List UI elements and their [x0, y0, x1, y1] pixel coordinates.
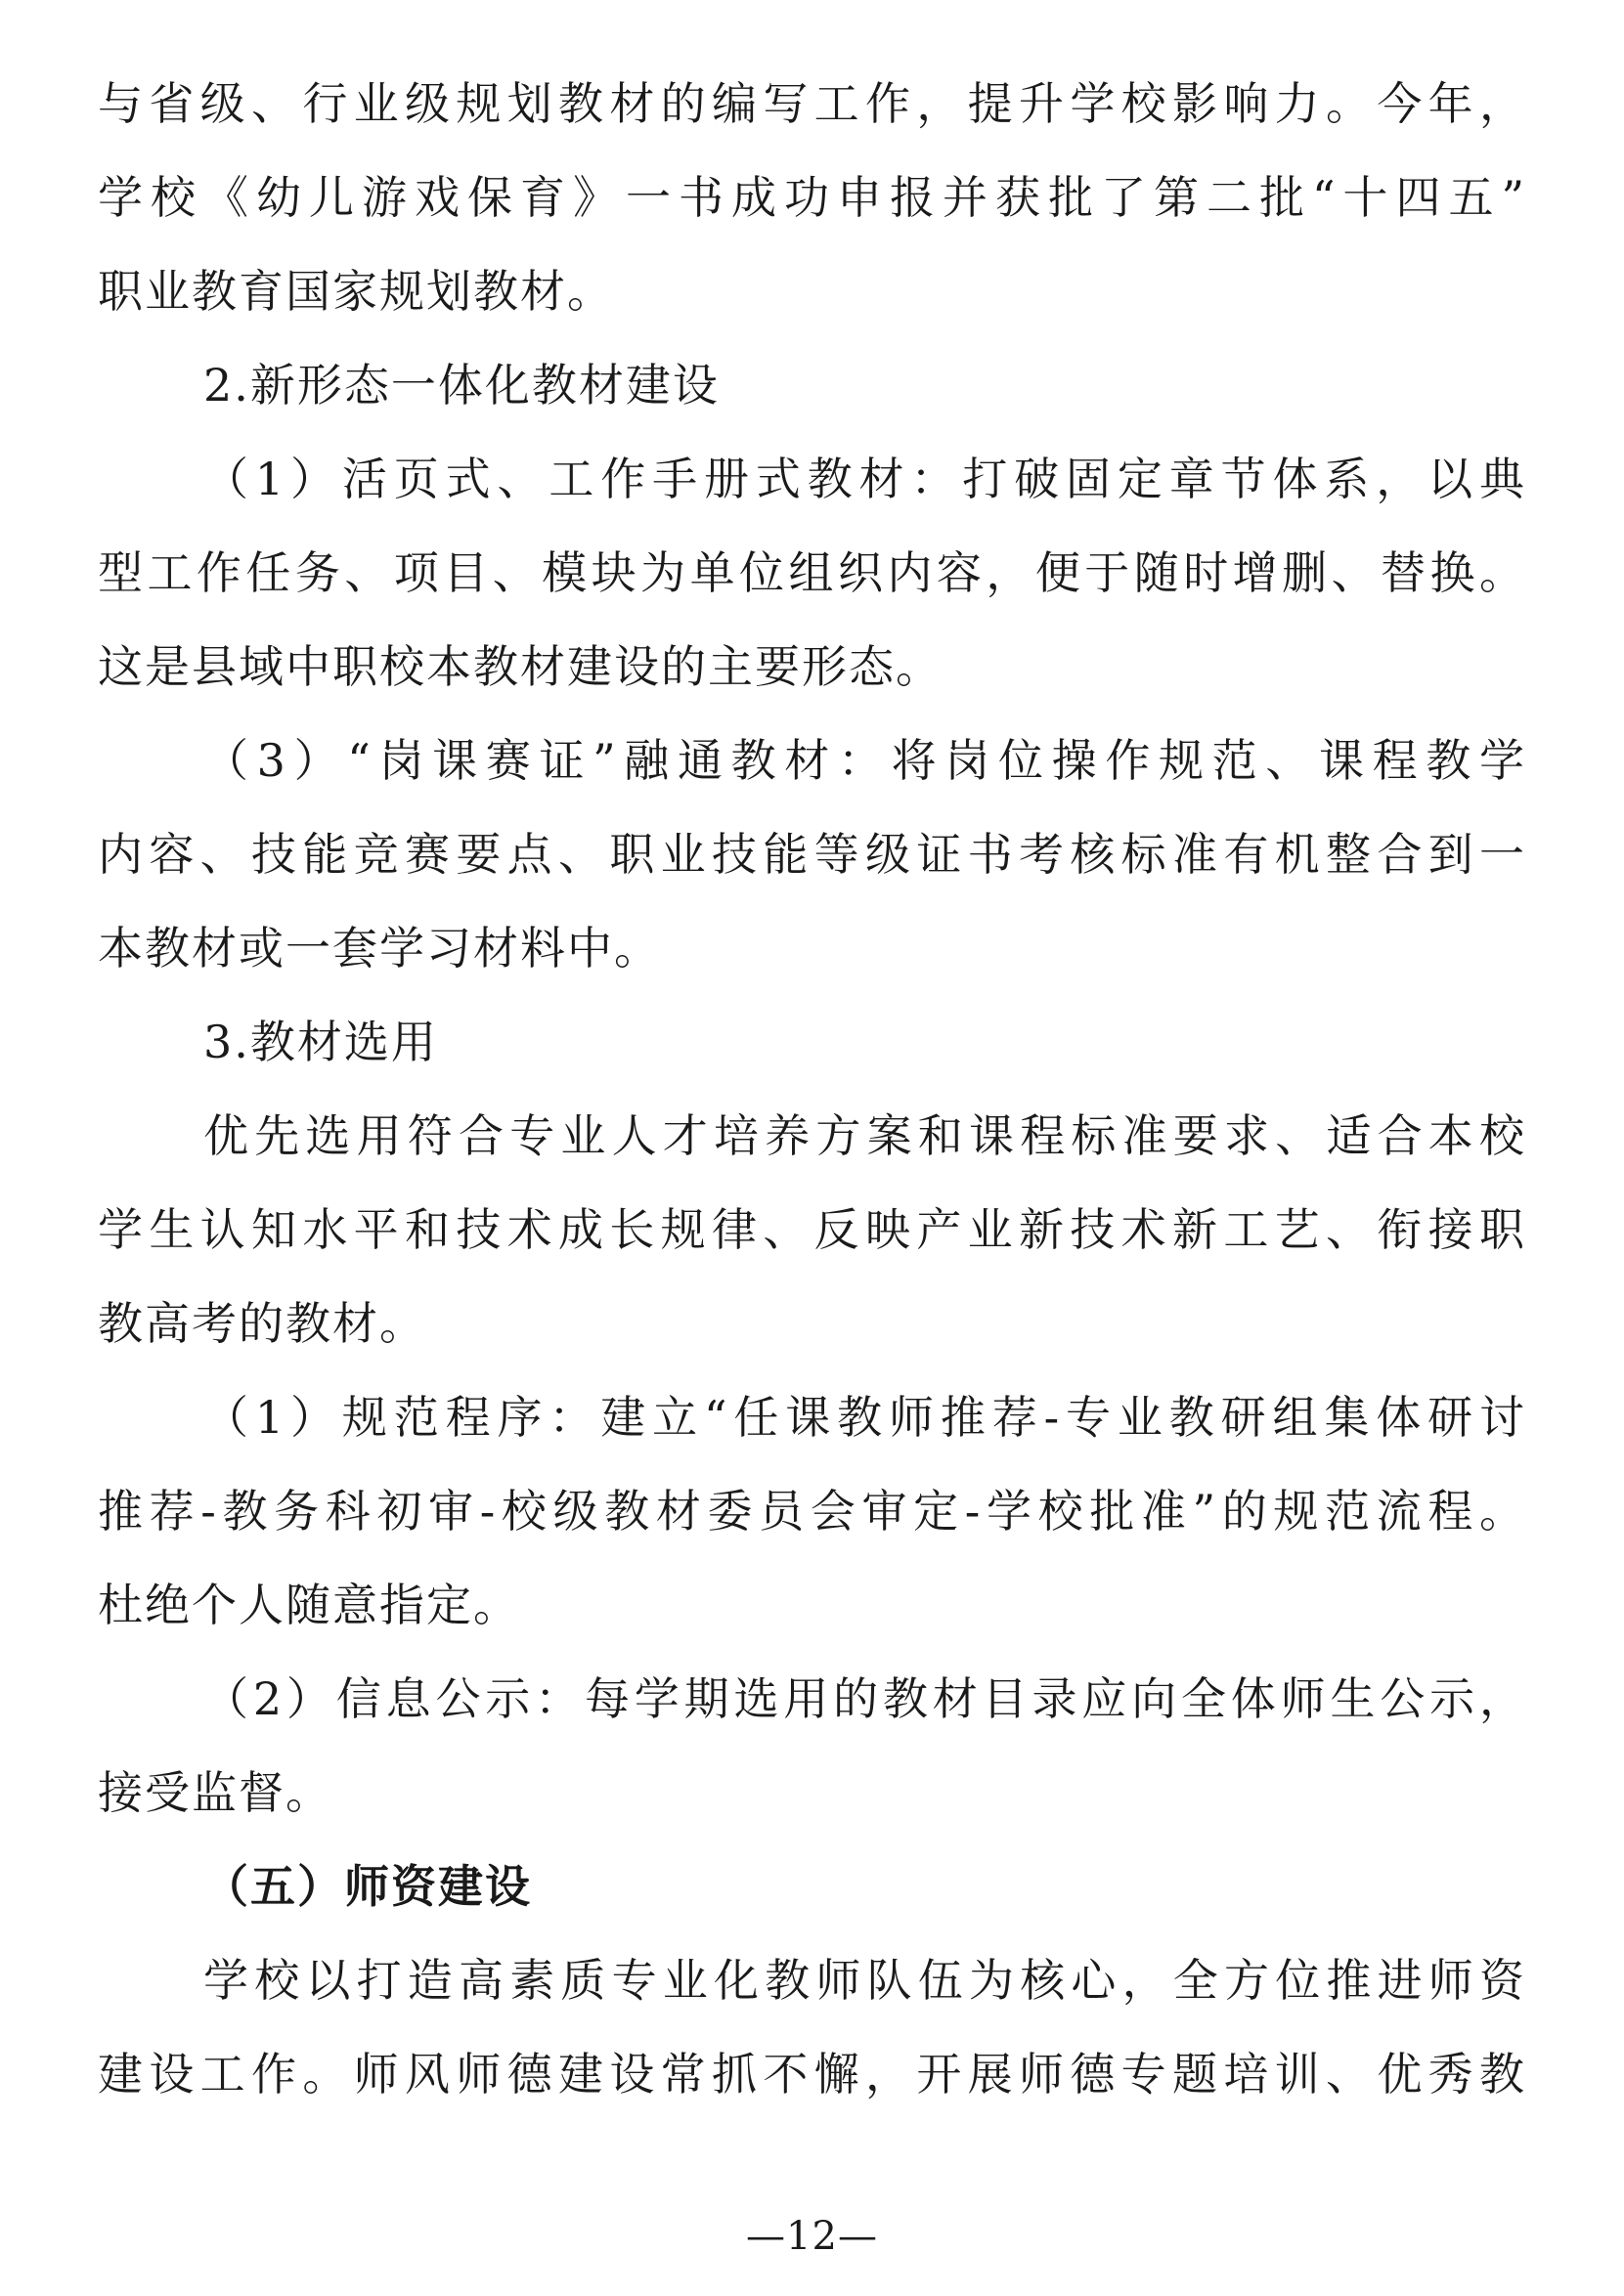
paragraph-line: 职业教育国家规划教材。: [98, 265, 614, 318]
paragraph-line: 接受监督。: [98, 1766, 332, 1819]
paragraph-line: 与省级、行业级规划教材的编写工作，提升学校影响力。今年，: [98, 77, 1526, 130]
paragraph-line: 型工作任务、项目、模块为单位组织内容，便于随时增删、替换。: [98, 546, 1526, 599]
paragraph-line: （2）信息公示：每学期选用的教材目录应向全体师生公示，: [203, 1672, 1526, 1725]
paragraph-line: （1）活页式、工作手册式教材：打破固定章节体系，以典: [203, 453, 1526, 505]
paragraph-line: 学生认知水平和技术成长规律、反映产业新技术新工艺、衔接职: [98, 1203, 1526, 1256]
page-number: —12—: [746, 2214, 878, 2259]
paragraph-line: 优先选用符合专业人才培养方案和课程标准要求、适合本校: [203, 1109, 1526, 1162]
paragraph-line: （3）“岗课赛证”融通教材：将岗位操作规范、课程教学: [203, 734, 1526, 787]
paragraph-line: 教高考的教材。: [98, 1297, 426, 1350]
paragraph-line: 学校以打造高素质专业化教师队伍为核心，全方位推进师资: [203, 1954, 1526, 2007]
paragraph-line: 学校《幼儿游戏保育》一书成功申报并获批了第二批“十四五”: [98, 171, 1526, 224]
paragraph-line: 本教材或一套学习材料中。: [98, 922, 661, 975]
paragraph-line: （1）规范程序：建立“任课教师推荐-专业教研组集体研讨: [203, 1391, 1526, 1444]
document-body: [98, 57, 1526, 2121]
paragraph-line: 这是县域中职校本教材建设的主要形态。: [98, 640, 943, 693]
paragraph-line: 推荐-教务科初审-校级教材委员会审定-学校批准”的规范流程。: [98, 1485, 1526, 1538]
section-heading-faculty: （五）师资建设: [203, 1860, 532, 1913]
paragraph-line: 内容、技能竞赛要点、职业技能等级证书考核标准有机整合到一: [98, 828, 1526, 881]
section-heading-materials: 2.新形态一体化教材建设: [203, 359, 720, 412]
section-heading-selection: 3.教材选用: [203, 1016, 438, 1068]
paragraph-line: 建设工作。师风师德建设常抓不懈，开展师德专题培训、优秀教: [98, 2048, 1526, 2101]
paragraph-line: 杜绝个人随意指定。: [98, 1579, 520, 1631]
